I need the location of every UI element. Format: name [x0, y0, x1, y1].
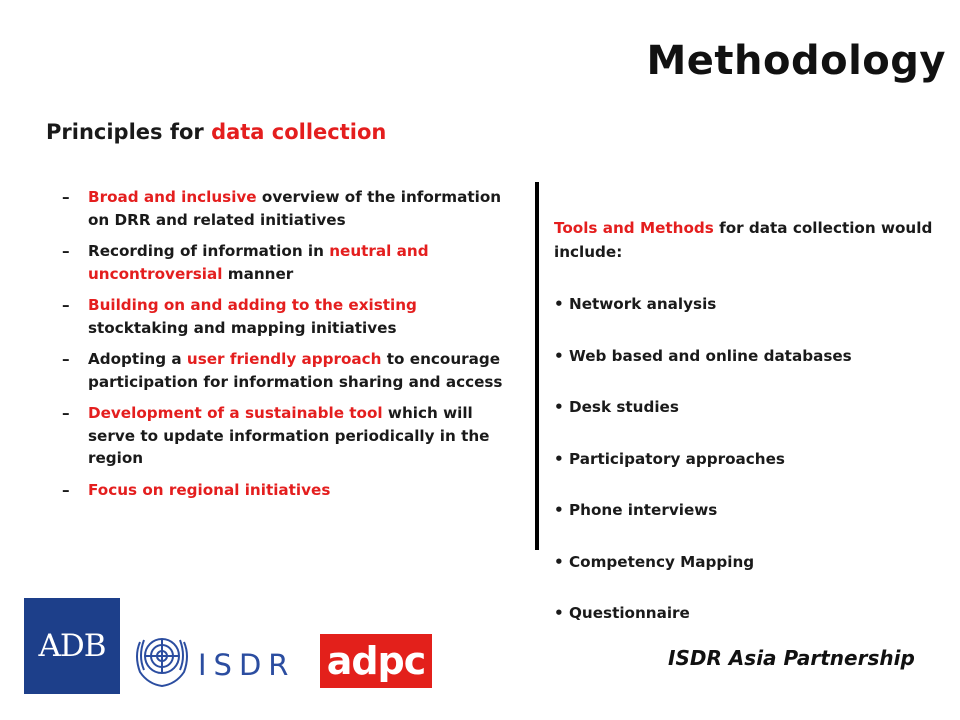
principle-text: user friendly approach	[186, 350, 382, 368]
tool-item	[554, 447, 852, 499]
tool-item	[554, 550, 852, 602]
principle-item	[62, 348, 522, 393]
subtitle-highlight: data collection	[211, 120, 387, 144]
tool-label: Questionnaire	[569, 604, 690, 622]
dash-bullet-icon: –	[62, 188, 70, 206]
un-emblem-icon	[126, 622, 198, 694]
principle-text: manner	[222, 264, 294, 283]
bullet-icon: •	[554, 295, 569, 313]
adpc-logo: adpc	[320, 634, 432, 688]
principle-item	[62, 186, 522, 231]
principle-text: Recording of information in	[88, 242, 330, 260]
tool-item	[554, 292, 852, 344]
principle-text: Development of a sustainable tool	[88, 404, 383, 422]
tool-label: Network analysis	[569, 295, 717, 313]
bullet-icon: •	[554, 346, 569, 365]
principle-item	[62, 479, 522, 502]
dash-bullet-icon: –	[62, 296, 70, 314]
partnership-label: ISDR Asia Partnership	[668, 646, 915, 670]
dash-bullet-icon: –	[62, 350, 70, 368]
principle-text: Focus on regional initiatives	[88, 480, 331, 499]
principle-text: to encourage participation for information sharing and access	[88, 350, 503, 391]
principle-text: Adopting a	[88, 350, 187, 368]
column-divider	[535, 182, 539, 550]
subtitle-prefix: Principles for	[46, 120, 212, 144]
principle-item	[62, 240, 522, 285]
principle-text: Building on and adding to the existing	[88, 296, 417, 314]
bullet-icon: •	[554, 552, 569, 571]
tool-label: Participatory approaches	[569, 449, 785, 468]
isdr-logo: ISDR	[198, 648, 296, 682]
tools-intro-highlight: Tools and Methods	[554, 219, 714, 237]
dash-bullet-icon: –	[62, 242, 70, 260]
tools-intro-rest: for data collection would include:	[554, 219, 933, 261]
section-subtitle	[46, 120, 386, 144]
principle-text: neutral and uncontroversial	[88, 242, 429, 283]
tools-list	[554, 292, 852, 653]
principle-text: Broad and inclusive	[88, 188, 257, 206]
tool-item	[554, 395, 852, 447]
dash-bullet-icon: –	[62, 404, 70, 422]
bullet-icon: •	[554, 604, 569, 622]
principle-text: stocktaking and mapping initiatives	[88, 318, 397, 337]
principle-text: which will serve to update information periodically in the region	[88, 404, 490, 467]
principles-list	[62, 186, 522, 510]
page-title: Methodology	[646, 38, 946, 84]
tool-item	[554, 498, 852, 550]
principle-item	[62, 402, 522, 470]
tool-item	[554, 344, 852, 396]
dash-bullet-icon: –	[62, 480, 70, 499]
principle-text: overview of the information on DRR and related initiatives	[88, 188, 502, 229]
tool-label: Desk studies	[569, 398, 679, 416]
tool-label: Phone interviews	[569, 501, 718, 519]
bullet-icon: •	[554, 501, 569, 519]
tool-label: Web based and online databases	[569, 346, 852, 365]
adb-logo: ADB	[24, 598, 120, 694]
tool-item	[554, 601, 852, 653]
principle-item	[62, 294, 522, 339]
bullet-icon: •	[554, 449, 569, 468]
bullet-icon: •	[554, 398, 569, 416]
tools-intro	[554, 216, 954, 264]
tool-label: Competency Mapping	[569, 552, 755, 571]
